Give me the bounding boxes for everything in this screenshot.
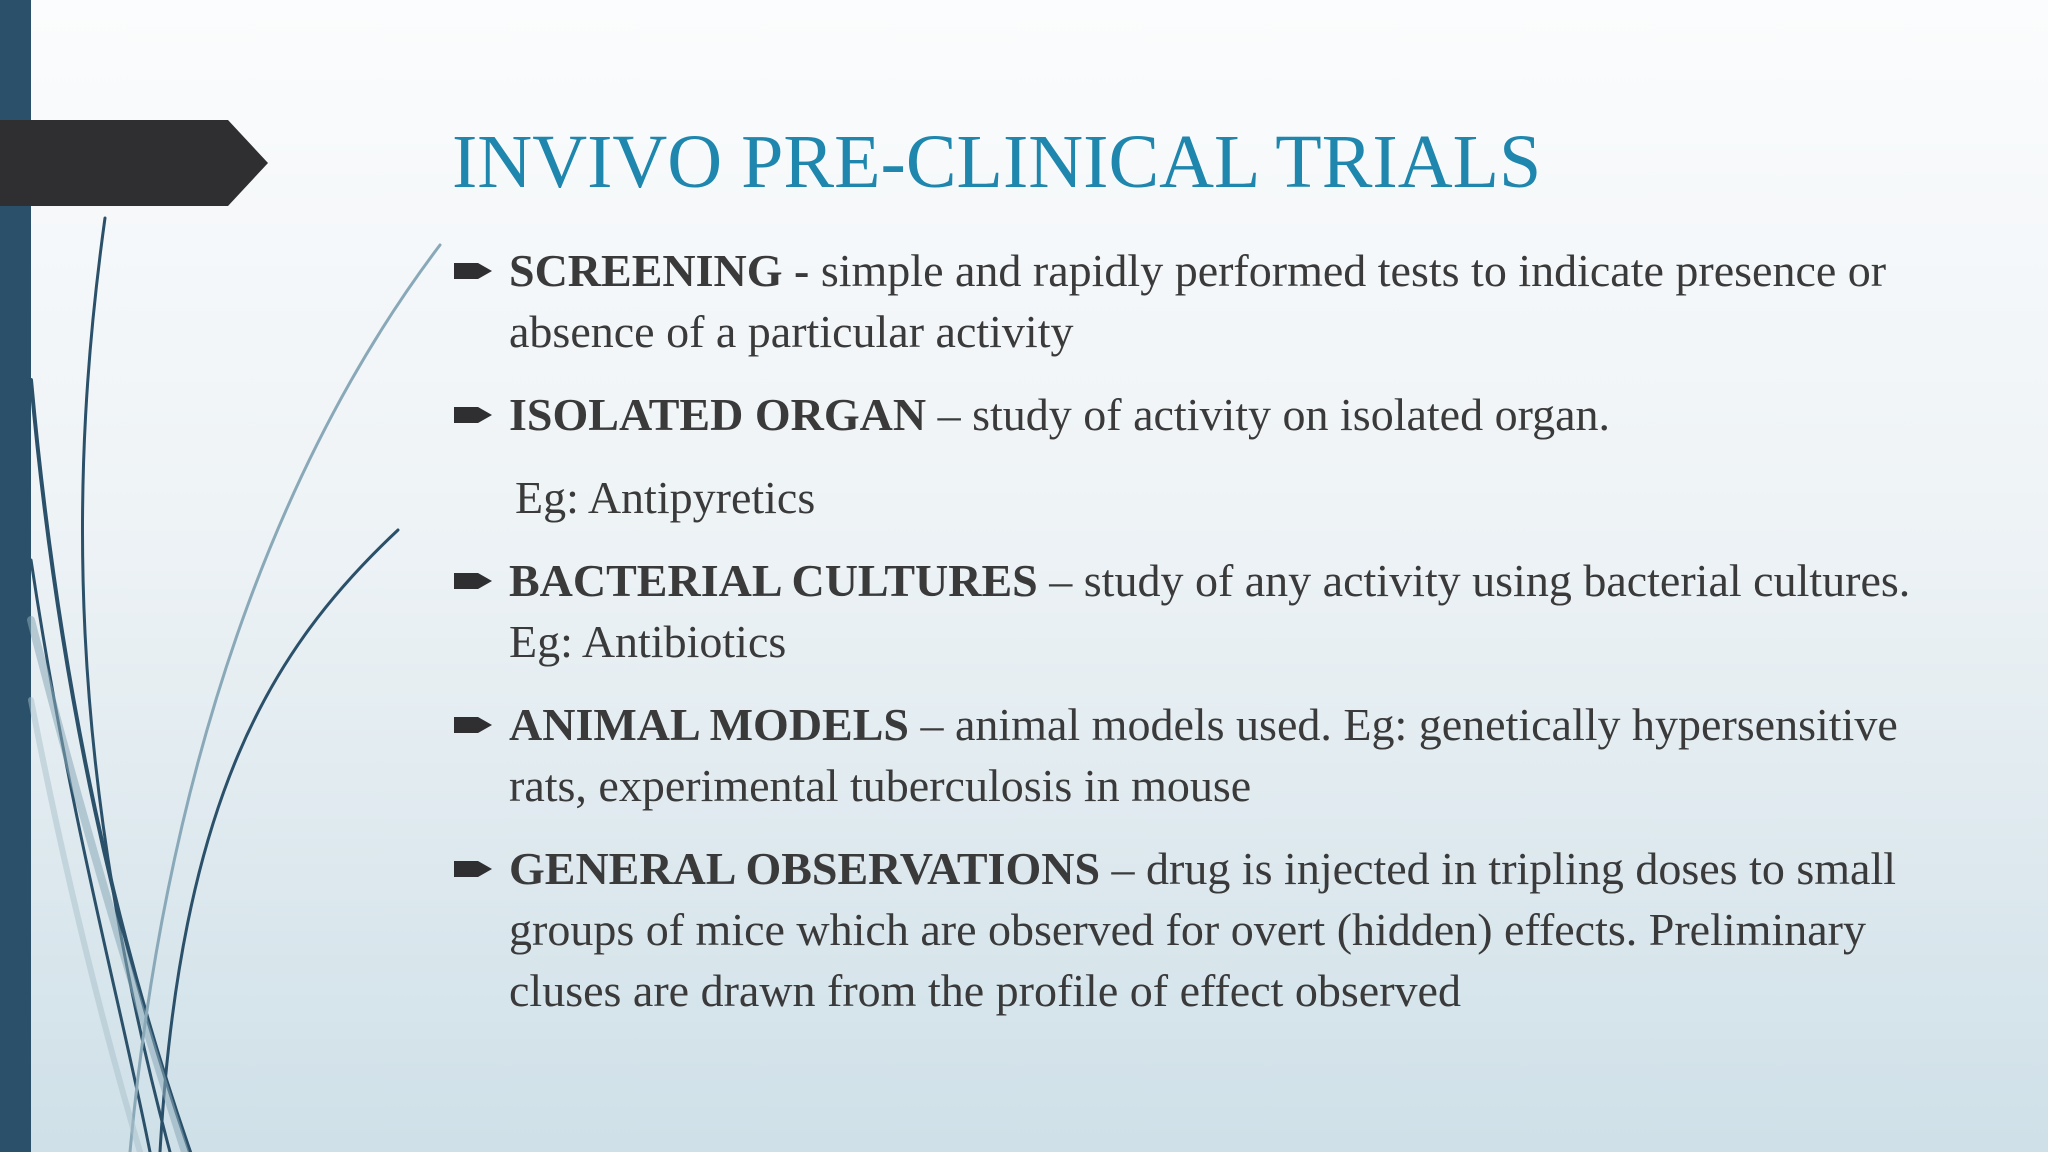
item-term: ISOLATED ORGAN: [509, 389, 927, 440]
arrow-tab-polygon: [0, 120, 268, 206]
list-item: [452, 240, 1952, 362]
arrow-bullet-icon: [454, 569, 494, 593]
slide-title: INVIVO PRE-CLINICAL TRIALS: [452, 120, 1542, 204]
list-item: [452, 694, 1952, 816]
list-item: [452, 550, 1952, 672]
item-term: ANIMAL MODELS: [509, 699, 909, 750]
item-text: – study of any activity using bacterial cultures. Eg: Antibiotics: [509, 555, 1911, 667]
item-text: – animal models used. Eg: genetically hypersensitive rats, experimental tuberculosis in mouse: [509, 699, 1898, 811]
item-term: GENERAL OBSERVATIONS: [509, 843, 1101, 894]
arrow-bullet-icon: [454, 403, 494, 427]
bullet-list: [452, 240, 1952, 1021]
arrow-tab-shape: [0, 120, 270, 206]
list-item: [452, 384, 1952, 445]
arrow-bullet-icon: [454, 857, 494, 881]
list-item: [452, 838, 1952, 1021]
example-line: Eg: Antipyretics: [515, 472, 816, 523]
item-text: – study of activity on isolated organ.: [926, 389, 1610, 440]
arrow-bullet-icon: [454, 713, 494, 737]
item-text: simple and rapidly performed tests to indicate presence or absence of a particular activity: [509, 245, 1887, 357]
arrow-bullet-icon: [454, 259, 494, 283]
item-text: – drug is injected in tripling doses to small groups of mice which are observed for overt (hidden) effects. Preliminary cluses are drawn from the profile of effect observed: [509, 843, 1897, 1016]
item-term: BACTERIAL CULTURES: [509, 555, 1038, 606]
item-term: SCREENING -: [509, 245, 810, 296]
